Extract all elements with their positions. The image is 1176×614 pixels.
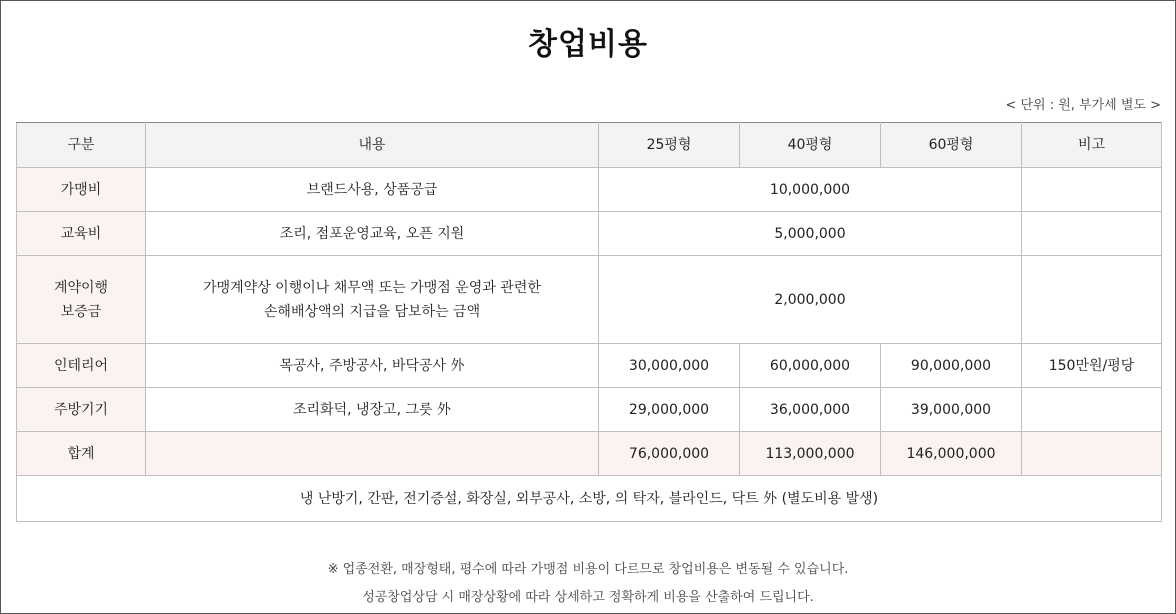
row-content: 조리, 점포운영교육, 오픈 지원 bbox=[146, 212, 599, 256]
header-25: 25평형 bbox=[599, 123, 740, 168]
row-value-60: 39,000,000 bbox=[881, 388, 1022, 432]
header-remark: 비고 bbox=[1022, 123, 1162, 168]
row-value-40: 36,000,000 bbox=[740, 388, 881, 432]
header-60: 60평형 bbox=[881, 123, 1022, 168]
row-content: 조리화덕, 냉장고, 그릇 外 bbox=[146, 388, 599, 432]
row-label-interior: 인테리어 bbox=[17, 344, 146, 388]
row-label-total: 합계 bbox=[17, 432, 146, 476]
row-amount: 2,000,000 bbox=[599, 256, 1022, 344]
row-value-40: 60,000,000 bbox=[740, 344, 881, 388]
row-label-franchise: 가맹비 bbox=[17, 168, 146, 212]
row-value-60: 90,000,000 bbox=[881, 344, 1022, 388]
startup-cost-table bbox=[16, 122, 1162, 522]
extra-cost-note: 냉 난방기, 간판, 전기증설, 화장실, 외부공사, 소방, 의 탁자, 블라인드, 닥트 外 (별도비용 발생) bbox=[17, 476, 1162, 522]
row-remark bbox=[1022, 256, 1162, 344]
row-content bbox=[146, 256, 599, 344]
total-value-25: 76,000,000 bbox=[599, 432, 740, 476]
row-remark bbox=[1022, 212, 1162, 256]
row-remark: 150만원/평당 bbox=[1022, 344, 1162, 388]
row-label-education: 교육비 bbox=[17, 212, 146, 256]
unit-note: < 단위 : 원, 부가세 별도 > bbox=[1005, 98, 1161, 113]
row-remark bbox=[1022, 168, 1162, 212]
table-header-row bbox=[17, 123, 1162, 168]
total-value-60: 146,000,000 bbox=[881, 432, 1022, 476]
table-row bbox=[17, 388, 1162, 432]
row-value-25: 30,000,000 bbox=[599, 344, 740, 388]
row-remark bbox=[1022, 388, 1162, 432]
row-amount: 5,000,000 bbox=[599, 212, 1022, 256]
table-row bbox=[17, 344, 1162, 388]
header-40: 40평형 bbox=[740, 123, 881, 168]
table-row bbox=[17, 212, 1162, 256]
row-content-line: 가맹계약상 이행이나 채무액 또는 가맹점 운영과 관련한 bbox=[203, 279, 541, 296]
row-amount: 10,000,000 bbox=[599, 168, 1022, 212]
notice-line-2: 성공창업상담 시 매장상황에 따라 상세하고 정확하게 비용을 산출하여 드립니다. bbox=[362, 590, 814, 605]
row-label-deposit bbox=[17, 256, 146, 344]
total-content-empty bbox=[146, 432, 599, 476]
row-content: 목공사, 주방공사, 바닥공사 外 bbox=[146, 344, 599, 388]
row-content: 브랜드사용, 상품공급 bbox=[146, 168, 599, 212]
header-content: 내용 bbox=[146, 123, 599, 168]
total-value-40: 113,000,000 bbox=[740, 432, 881, 476]
row-content-line: 손해배상액의 지급을 담보하는 금액 bbox=[263, 303, 481, 320]
row-label-kitchen: 주방기기 bbox=[17, 388, 146, 432]
row-label-line: 보증금 bbox=[60, 303, 102, 320]
total-remark-empty bbox=[1022, 432, 1162, 476]
notice-line-1: ※ 업종전환, 매장형태, 평수에 따라 가맹점 비용이 다르므로 창업비용은 변동될 수 있습니다. bbox=[327, 562, 849, 577]
row-value-25: 29,000,000 bbox=[599, 388, 740, 432]
header-category: 구분 bbox=[17, 123, 146, 168]
total-row bbox=[17, 432, 1162, 476]
row-label-line: 계약이행 bbox=[53, 279, 109, 296]
page-title: 창업비용 bbox=[528, 27, 648, 62]
table-row bbox=[17, 168, 1162, 212]
table-footer-row bbox=[17, 476, 1162, 522]
table-row bbox=[17, 256, 1162, 344]
